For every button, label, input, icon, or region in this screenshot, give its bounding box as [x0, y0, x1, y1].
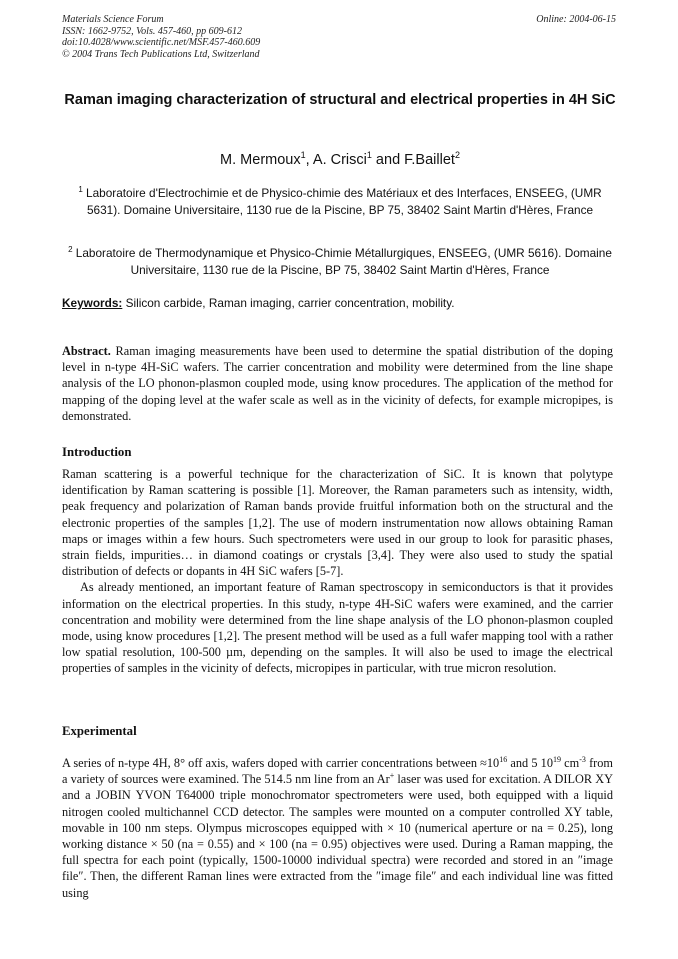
doi-line: doi:10.4028/www.scientific.net/MSF.457-460.609	[62, 37, 261, 48]
affiliation-marker: 1	[78, 185, 83, 194]
author-separator: ,	[305, 152, 313, 168]
journal-header	[62, 14, 618, 60]
text-run: and 5 10	[507, 756, 553, 770]
author-affil-marker: 1	[366, 150, 372, 160]
author-affil-marker: 1	[300, 150, 306, 160]
exponent: 16	[499, 755, 508, 764]
affiliation-text: Laboratoire de Thermodynamique et Physico-Chimie Métallurgiques, ENSEEG, (UMR 5616). Domaine Universitaire, 1130 rue de la Piscine, BP 75, 38402 Saint Martin d'Hères, France	[75, 246, 612, 277]
exponent: +	[389, 771, 395, 781]
author-name: A. Crisci	[312, 152, 367, 168]
experimental-body	[62, 755, 613, 901]
abstract-text: Raman imaging measurements have been used to determine the spatial distribution of the doping level in n-type 4H-SiC wafers. The carrier concentration and mobility were determined from the line shape analysis of the LO phonon-plasmon coupled mode, using know procedures. The application of the method for mapping of the doping level at the wafer scale as well as in the vicinity of defects, for example micropipes, is demonstrated.	[62, 344, 613, 423]
author-name: F.Baillet	[404, 152, 455, 168]
paragraph: Raman scattering is a powerful technique for the characterization of SiC. It is known that polytype identification by Raman scattering is possible [1]. Moreover, the Raman parameters such as intensity, width, peak frequency and polarization of Raman bands provide fruitful information both on the structural and the electronic properties of the samples [1,2]. The use of modern instrumentation now allows obtaining Raman maps or images within a few hours. Such spectrometers were used in our group to look for parasitic phases, strain fields, impurities… in diamond coatings or crystals [3,4]. They were also used to study the spatial distribution of defects or dopants in 4H SiC wafers [5-7].	[62, 467, 613, 579]
keywords-text: Silicon carbide, Raman imaging, carrier concentration, mobility.	[122, 296, 455, 310]
text-run: cm	[560, 756, 580, 770]
issn-line: ISSN: 1662-9752, Vols. 457-460, pp 609-612	[62, 25, 242, 37]
affiliation-2	[62, 245, 618, 279]
author-name: M. Mermoux	[220, 152, 301, 168]
text-run: from a variety of sources were examined. The 514.5 nm line from an Ar	[62, 756, 613, 787]
text-run: laser was used for excitation. A DILOR XY and a JOBIN YVON T64000 triple monochromator spectrometers were used, both equipped with a liquid nitrogen cooled multichannel CCD detector. The samples were mounted on a computer controlled XY table, movable in 100 nm steps. Olympus microscopes equipped with × 10 (numerical aperture or na = 0.25), long working distance × 50 (na = 0.55) and × 100 (na = 0.95) objectives were used. During a Raman mapping, the full spectra for each point (typically, 1500-10000 individual spectra) were recorded and stored in an ″image file″. Then, the different Raman lines were extracted from the ″image file″ and each individual line was fitted using	[62, 772, 613, 900]
author-separator: and	[371, 152, 405, 168]
online-date: Online: 2004-06-15	[536, 14, 616, 25]
exponent: -3	[579, 755, 586, 764]
paper-title: Raman imaging characterization of structural and electrical properties in 4H SiC	[64, 92, 616, 108]
keywords-label: Keywords:	[62, 296, 123, 310]
paragraph	[62, 755, 613, 901]
affiliation-1	[62, 185, 618, 219]
paragraph: As already mentioned, an important feature of Raman spectroscopy in semiconductors is that it provides information on the electrical properties. In this study, n-type 4H-SiC wafers were examined, and the carrier concentration and mobility were determined from the line shape analysis of the LO phonon-plasmon coupled mode, using know procedures [1,2]. The present method will be used as a full wafer mapping tool with a rather low spatial resolution, 100-500 µm, depending on the samples. It will also be used to image the electrical properties of samples in the vicinity of defects, micropipes in particular, with true micron resolution.	[62, 580, 613, 676]
author-list	[62, 151, 618, 169]
text-run: A series of n-type 4H, 8° off axis, wafers doped with carrier concentrations between ≈10	[62, 756, 500, 770]
journal-name: Materials Science Forum	[62, 14, 164, 25]
abstract	[62, 343, 613, 424]
author-affil-marker: 2	[454, 150, 460, 160]
section-heading-introduction: Introduction	[62, 445, 132, 459]
section-heading-experimental: Experimental	[62, 724, 137, 738]
affiliation-text: Laboratoire d'Electrochimie et de Physico-chimie des Matériaux et des Interfaces, ENSEEG, (UMR 5631). Domaine Universitaire, 1130 rue de la Piscine, BP 75, 38402 Saint Martin d'Hères, France	[86, 186, 602, 217]
introduction-body	[62, 466, 613, 677]
keywords	[62, 296, 618, 311]
copyright-line: © 2004 Trans Tech Publications Ltd, Switzerland	[62, 48, 260, 60]
exponent: 19	[552, 755, 561, 764]
affiliation-marker: 2	[68, 245, 73, 254]
abstract-label: Abstract.	[62, 344, 111, 358]
